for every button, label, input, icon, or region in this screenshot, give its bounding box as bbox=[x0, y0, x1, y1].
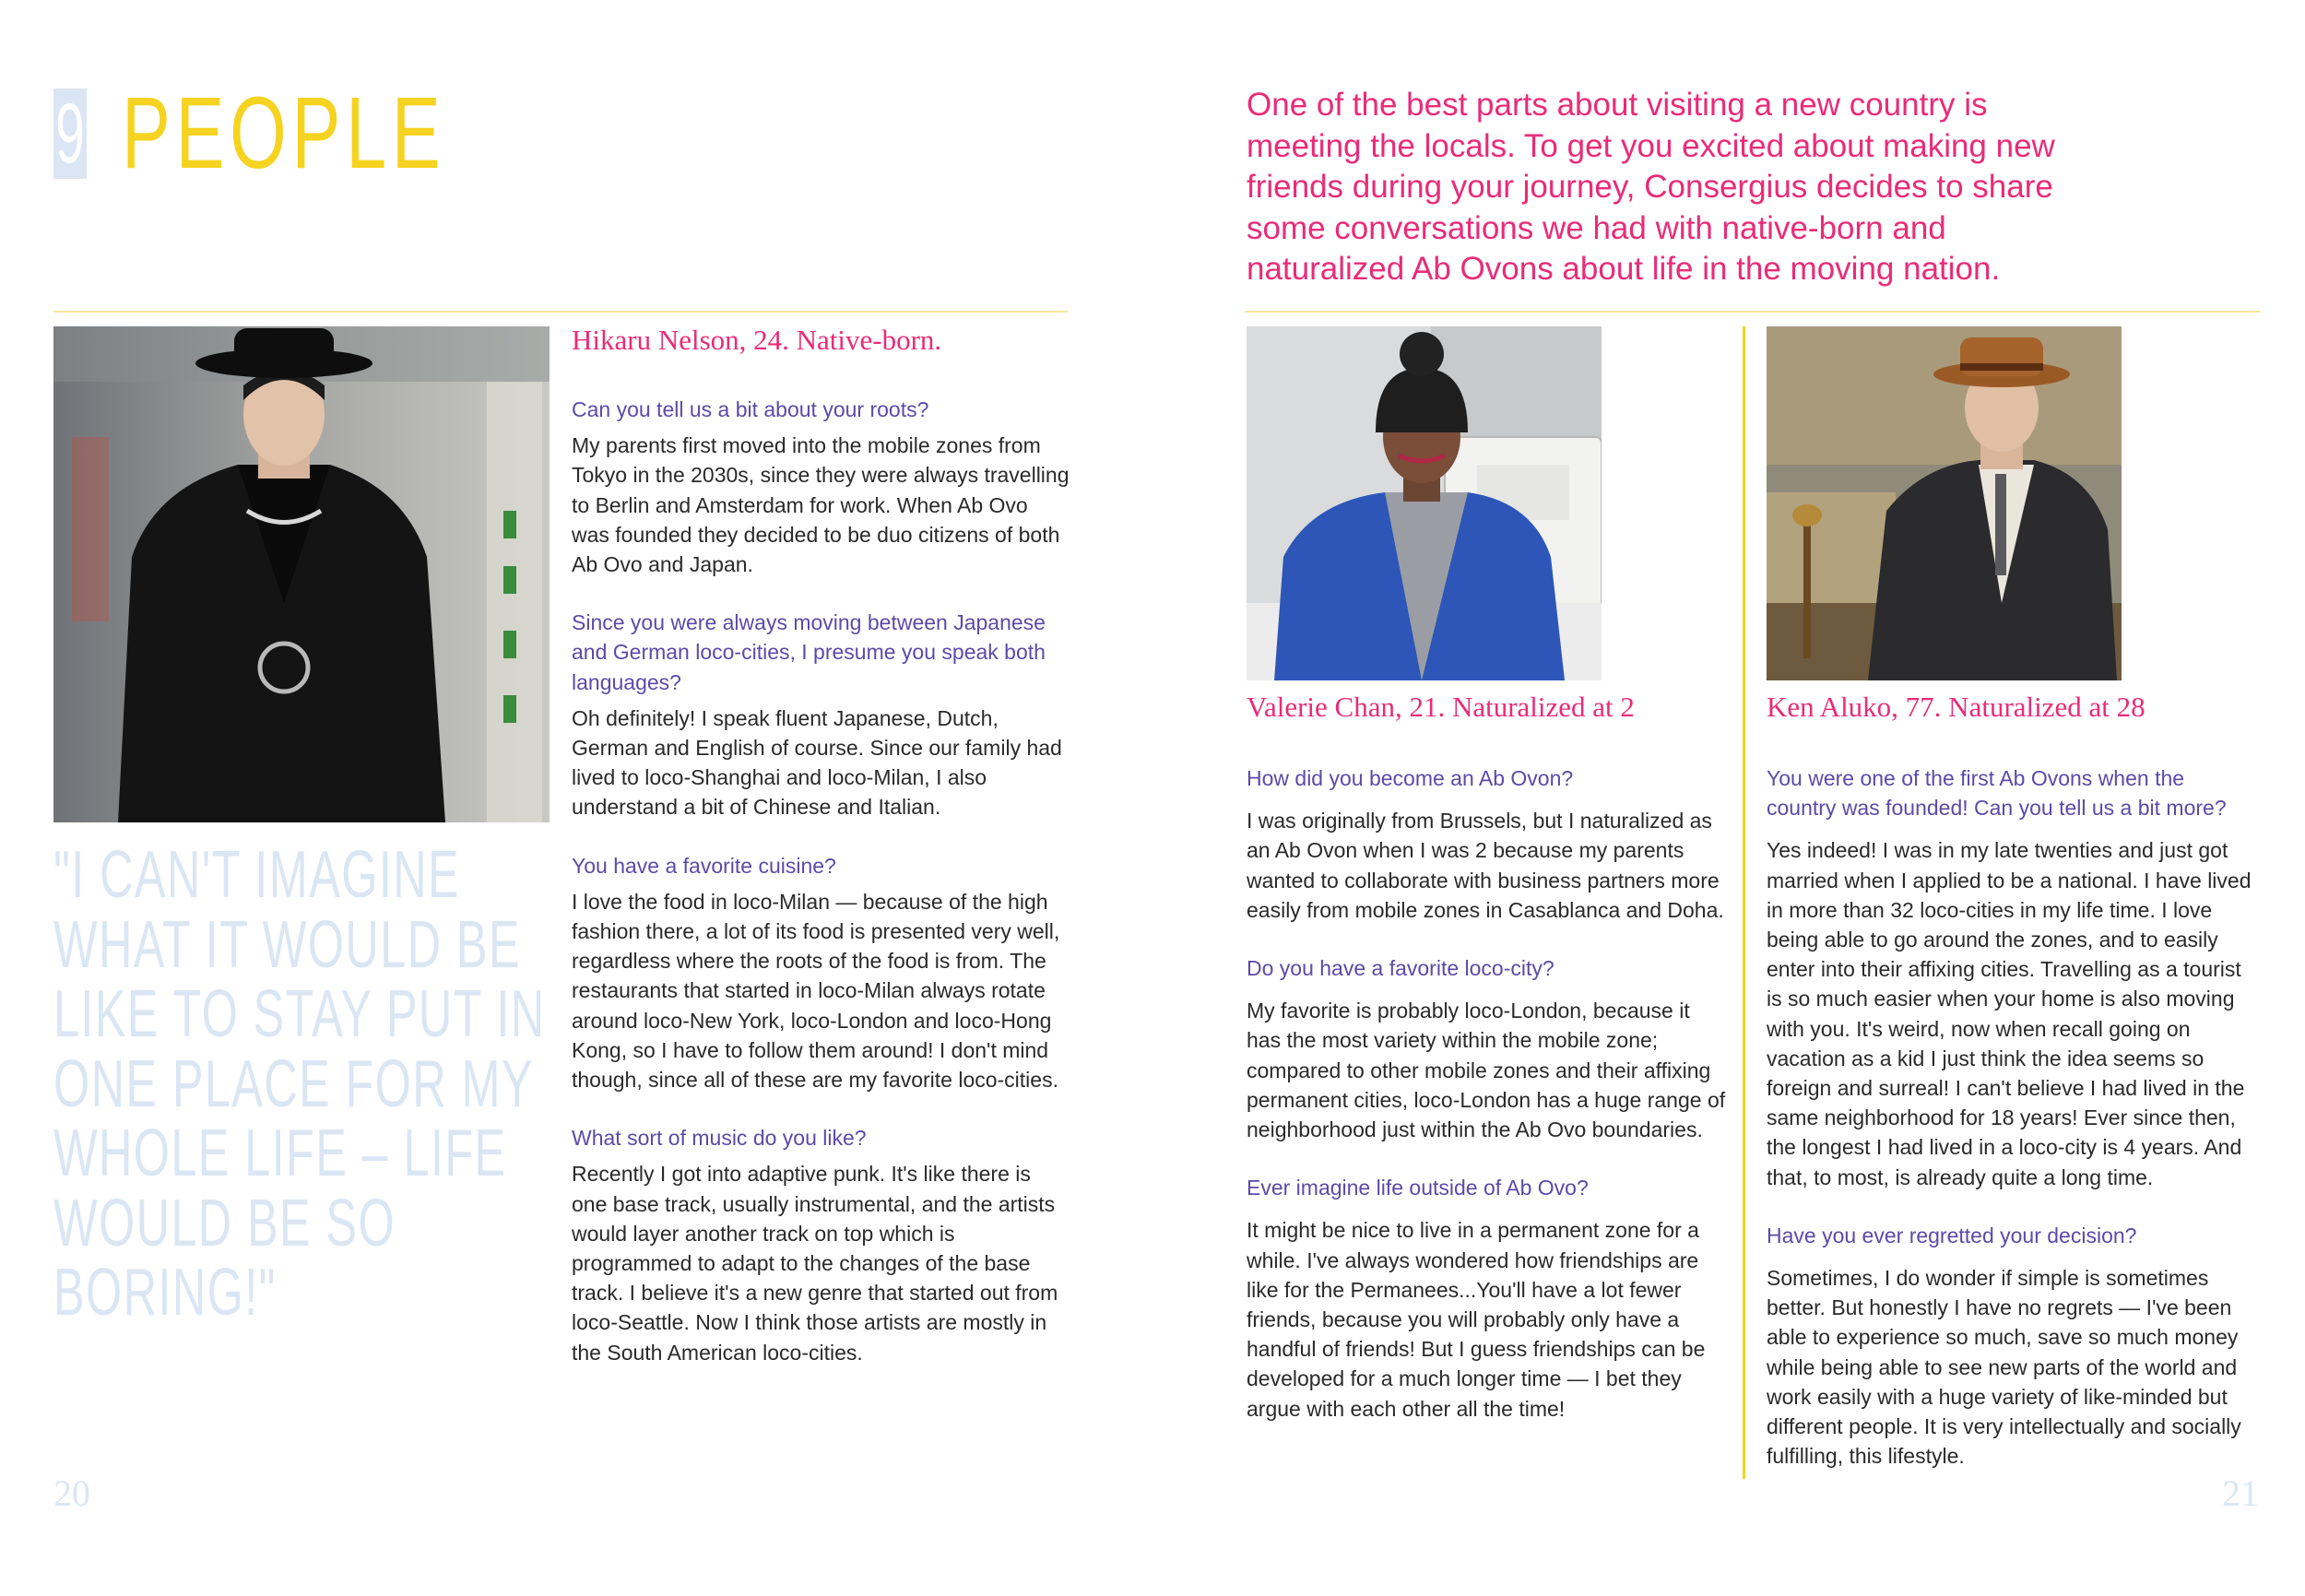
answer: Oh definitely! I speak fluent Japanese, Dutch, German and English of course. Since our family had lived to loco-Shanghai and loco-Milan, I also understand a bit of Chinese and Italian. bbox=[572, 705, 1062, 820]
answer: My favorite is probably loco-London, because it has the most variety within the mobile zone; compared to other mobile zones and their affixing permanent cities, loco-London has a huge range of neighborhood just within the Ab Ovo boundaries. bbox=[1247, 999, 1726, 1142]
intro-paragraph: One of the best parts about visiting a new country is meeting the locals. To get you excited about making new friends during your journey, Consergius decides to share some conversations we had with native-born and naturalized Ab Ovons about life in the moving nation. bbox=[1247, 87, 2055, 288]
pull-quote: "I CAN'T IMAGINE WHAT IT WOULD BE LIKE TO STAY PUT IN ONE PLACE FOR MY WHOLE LIFE – LIFE WOULD BE SO BORING!" bbox=[53, 838, 546, 1330]
person-name: Ken Aluko, 77. Naturalized at 28 bbox=[1767, 691, 2145, 723]
question: Can you tell us a bit about your roots? bbox=[572, 397, 929, 421]
person-name: Valerie Chan, 21. Naturalized at 2 bbox=[1247, 691, 1635, 723]
question: Do you have a favorite loco-city? bbox=[1247, 956, 1554, 981]
article-valerie bbox=[1247, 690, 1726, 1452]
ken-photo bbox=[1767, 326, 2122, 680]
answer: Sometimes, I do wonder if simple is sometimes better. But honestly I have no regrets — I've been able to experience so much, save so much money while being able to see new parts of the world and work easily with a huge variety of like-minded but different people. It is very intellectually and socially fulfilling, this lifestyle. bbox=[1767, 1266, 2241, 1469]
answer: Recently I got into adaptive punk. It's like there is one base track, usually instrumental, and the artists would layer another track on top which is programmed to adapt to the changes of the base track. I believe it's a new genre that started out from loco-Seattle. Now I think those artists are mostly in the South American loco-cities. bbox=[572, 1162, 1058, 1365]
page-number-right: 21 bbox=[2222, 1472, 2259, 1514]
question: How did you become an Ab Ovon? bbox=[1247, 766, 1574, 790]
qa-list bbox=[1767, 763, 2255, 1471]
question: Since you were always moving between Japanese and German loco-cities, I presume you speak both languages? bbox=[572, 610, 1046, 694]
question: You have a favorite cuisine? bbox=[572, 853, 836, 878]
hikaru-photo bbox=[53, 326, 550, 822]
page-number-left: 20 bbox=[53, 1472, 90, 1514]
answer: I love the food in loco-Milan — because of the high fashion there, a lot of its food is presented very well, regardless where the roots of the food is from. The restaurants that started in loco-Milan always rotate around loco-New York, loco-London and loco-Hong Kong, so I have to follow them around! I don't mind though, since all of these are my favorite loco-cities. bbox=[572, 889, 1060, 1093]
question: You were one of the first Ab Ovons when the country was founded! Can you tell us a bit more? bbox=[1767, 766, 2227, 821]
question: What sort of music do you like? bbox=[572, 1126, 867, 1151]
divider-right bbox=[1245, 311, 2261, 313]
qa-list bbox=[572, 395, 1070, 1367]
qa-list bbox=[1247, 763, 1726, 1424]
answer: Yes indeed! I was in my late twenties and just got married when I applied to be a national. I have lived in more than 32 loco-cities in my life time. I love being able to go around the zones, and to easily enter into their affixing cities. Travelling as a tourist is so much easier when your home is also moving with you. It's weird, now when recall going on vacation as a kid I just think the idea seems so foreign and surreal! I can't believe I had lived in the same neighborhood for 18 years! Ever since then, the longest I had lived in a loco-city is 4 years. And that, to most, is already quite a long time. bbox=[1767, 838, 2252, 1189]
question: Ever imagine life outside of Ab Ovo? bbox=[1247, 1176, 1589, 1200]
question: Have you ever regretted your decision? bbox=[1767, 1223, 2137, 1247]
valerie-photo bbox=[1247, 326, 1602, 680]
answer: My parents first moved into the mobile zones from Tokyo in the 2030s, since they were always travelling to Berlin and Amsterdam for work. When Ab Ovo was founded they decided to be duo citizens of both Ab Ovo and Japan. bbox=[572, 433, 1070, 577]
article-hikaru bbox=[572, 323, 1070, 1396]
column-divider bbox=[1743, 326, 1745, 1479]
answer: I was originally from Brussels, but I naturalized as an Ab Ovon when I was 2 because my parents wanted to collaborate with business partners more easily from mobile zones in Casablanca and Doha. bbox=[1247, 809, 1724, 922]
person-name: Hikaru Nelson, 24. Native-born. bbox=[572, 324, 942, 356]
chapter-number: 9 bbox=[53, 89, 87, 179]
divider-left bbox=[53, 311, 1068, 313]
article-ken bbox=[1767, 690, 2255, 1499]
answer: It might be nice to live in a permanent zone for a while. I've always wondered how friendships are like for the Permanees...You'll have a lot fewer friends, because you will probably only have a handful of friends! But I guess friendships can be developed for a much longer time — I bet they argue with each other all the time! bbox=[1247, 1218, 1706, 1421]
chapter-title: PEOPLE bbox=[122, 77, 446, 190]
